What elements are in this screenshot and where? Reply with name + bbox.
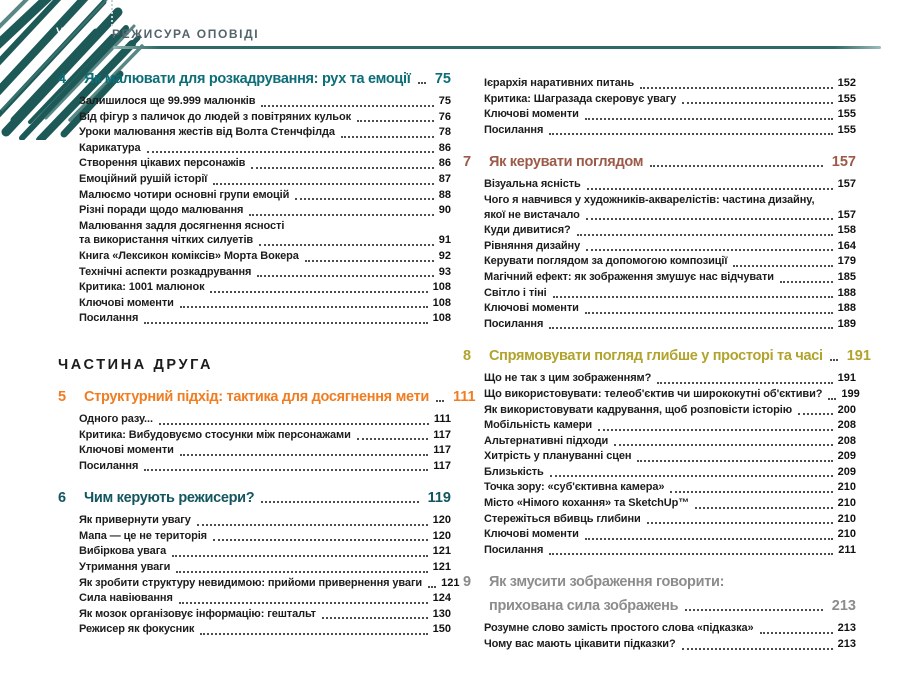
toc-leader-dots <box>180 454 428 456</box>
chapter-number: 7 <box>463 154 472 171</box>
toc-entry <box>79 428 451 444</box>
toc-entry-page: 91 <box>438 234 451 247</box>
toc-entry-label: Близькість <box>484 465 544 478</box>
chapter-title-row <box>58 388 476 406</box>
toc-entry-label: Малюємо чотири основні групи емоцій <box>79 188 290 201</box>
fold-mark-dots <box>111 0 113 26</box>
toc-entry-page: 210 <box>837 481 856 494</box>
toc-entry <box>484 371 856 387</box>
toc-entry-page: 164 <box>837 239 856 252</box>
chapter-page: 191 <box>846 348 871 365</box>
toc-entry-page: 117 <box>433 444 451 457</box>
toc-entry-label: Сила навіювання <box>79 592 173 605</box>
toc-leader-dots <box>180 306 428 308</box>
toc-entry <box>484 208 856 224</box>
toc-entry <box>484 317 856 333</box>
toc-entry-label: Уроки малювання жестів від Волта Стенчфілда <box>79 126 335 139</box>
toc-leader-dots <box>614 444 833 446</box>
toc-leader-dots <box>200 633 427 635</box>
toc-entry <box>79 576 460 592</box>
toc-leader-dots <box>147 151 434 153</box>
toc-leader-dots <box>261 105 433 107</box>
toc-entry-page: 108 <box>432 296 451 309</box>
chapter-page: 75 <box>434 71 451 87</box>
toc-leader-dots <box>598 429 833 431</box>
toc-leader-dots <box>172 555 427 557</box>
toc-entry-page: 92 <box>438 249 451 262</box>
chapter-leader-dots <box>685 609 823 611</box>
toc-leader-dots <box>179 602 428 604</box>
toc-entry-page: 210 <box>837 512 856 525</box>
chapter-title-row <box>489 597 856 615</box>
toc-column-right <box>463 76 871 653</box>
toc-leader-dots <box>144 322 427 324</box>
chapter-title-row <box>58 489 451 507</box>
toc-leader-dots <box>586 249 833 251</box>
toc-leader-dots <box>585 118 833 120</box>
toc-entry-label: Мобільність камери <box>484 419 593 432</box>
toc-entry <box>484 193 856 208</box>
toc-leader-dots <box>682 102 832 104</box>
toc-entry-page: 108 <box>432 281 451 294</box>
toc-entry-label: Що використовувати: телеоб'єктив чи ширококутні об'єктиви? <box>484 387 823 400</box>
toc-leader-dots <box>657 382 832 384</box>
toc-entry-list <box>79 412 451 474</box>
toc-entry-label: Хитрість у плануванні сцен <box>484 450 632 463</box>
toc-entry-page: 111 <box>433 412 451 425</box>
toc-entry-page: 86 <box>438 141 451 154</box>
toc-leader-dots <box>357 438 428 440</box>
toc-entry <box>79 188 451 204</box>
toc-entry-page: 188 <box>837 302 856 315</box>
chapter-title-row <box>463 153 856 171</box>
toc-leader-dots <box>587 188 833 190</box>
toc-entry-page: 108 <box>432 312 451 325</box>
toc-entry-label: Емоційний рушій історії <box>79 172 208 185</box>
chapter-block <box>463 153 856 332</box>
chapter-block <box>58 489 460 638</box>
toc-leader-dots <box>341 136 434 138</box>
toc-entry-label: Ієрархія наративних питань <box>484 77 634 89</box>
toc-leader-dots <box>647 522 833 524</box>
toc-entry-page: 124 <box>432 592 451 605</box>
toc-entry <box>79 591 451 607</box>
toc-entry-list <box>484 371 860 558</box>
toc-leader-dots <box>295 198 434 200</box>
toc-entry <box>79 459 451 475</box>
toc-entry-page: 93 <box>438 265 451 278</box>
toc-leader-dots <box>549 553 833 555</box>
part-heading: ЧАСТИНА ДРУГА <box>58 356 214 373</box>
toc-entry-label: Посилання <box>79 312 139 325</box>
toc-entry-label: Як використовувати кадрування, щоб розповісти історію <box>484 403 793 416</box>
toc-leader-dots <box>197 524 428 526</box>
toc-entry-label: Світло і тіні <box>484 286 547 299</box>
toc-entry <box>484 418 856 434</box>
toc-entry-page: 75 <box>438 95 451 107</box>
chapter-page: 213 <box>831 598 856 615</box>
chapter-leader-dots <box>436 400 444 402</box>
toc-entry <box>484 543 856 559</box>
toc-entry <box>484 512 856 528</box>
toc-entry-label: Розумне слово замість простого слова «підказка» <box>484 622 754 635</box>
toc-entry <box>484 403 856 419</box>
toc-entry <box>79 94 451 110</box>
toc-leader-dots <box>322 617 428 619</box>
toc-entry-label: Посилання <box>484 317 544 330</box>
toc-entry-label: Посилання <box>484 543 544 556</box>
toc-entry-page: 209 <box>837 465 856 478</box>
toc-entry <box>484 177 856 193</box>
toc-entry-page: 210 <box>837 528 856 541</box>
toc-entry-page: 213 <box>837 622 856 635</box>
toc-entry-label: Чому вас мають цікавити підказки? <box>484 638 676 651</box>
toc-entry <box>79 110 451 126</box>
toc-entry <box>484 434 856 450</box>
toc-entry <box>484 527 856 543</box>
toc-entry-label: Утримання уваги <box>79 561 171 574</box>
toc-leader-dots <box>550 475 833 477</box>
toc-entry-page: 152 <box>837 77 856 89</box>
chapter-title-row <box>463 347 871 365</box>
chapter-title: Як змусити зображення говорити: <box>489 574 725 591</box>
toc-entry-label: Критика: Шагразада скеровує увагу <box>484 92 677 105</box>
toc-leader-dots <box>213 539 428 541</box>
chapter-number: 8 <box>463 348 472 365</box>
toc-entry-list <box>484 621 856 652</box>
toc-leader-dots <box>586 218 833 220</box>
toc-entry-label: Ключові моменти <box>484 302 579 315</box>
toc-entry-label: Ключові моменти <box>79 296 174 309</box>
toc-entry-label: Мапа — це не територія <box>79 529 207 542</box>
toc-leader-dots <box>249 214 433 216</box>
toc-entry-list <box>484 177 856 332</box>
toc-entry-label: Куди дивитися? <box>484 224 571 237</box>
toc-entry-page: 78 <box>438 126 451 139</box>
toc-leader-dots <box>577 234 833 236</box>
toc-entry <box>79 296 451 312</box>
toc-leader-dots <box>780 281 833 283</box>
toc-entry <box>79 233 451 249</box>
toc-entry-label: Книга «Лексикон коміксів» Морта Вокера <box>79 249 299 262</box>
toc-leader-dots <box>251 167 433 169</box>
toc-entry <box>484 254 856 270</box>
toc-entry-page: 86 <box>438 157 451 170</box>
toc-entry-label: якої не вистачало <box>484 208 580 221</box>
toc-entry-page: 117 <box>433 459 451 472</box>
toc-entry-label: Як мозок організовує інформацію: гештальт <box>79 607 316 620</box>
toc-leader-dots <box>585 538 833 540</box>
toc-entry-label: Керувати поглядом за допомогою композиції <box>484 255 728 268</box>
toc-entry-list <box>484 76 856 138</box>
page-number: VI <box>56 26 69 38</box>
toc-entry-list <box>79 513 460 638</box>
toc-entry-page: 208 <box>837 434 856 447</box>
toc-entry <box>79 125 451 141</box>
toc-leader-dots <box>670 491 832 493</box>
toc-entry-page: 155 <box>837 108 856 121</box>
chapter-title-row <box>463 573 856 591</box>
toc-entry-label: Від фігур з паличок до людей з повітряних кульок <box>79 110 351 123</box>
toc-entry <box>484 270 856 286</box>
toc-entry <box>79 203 451 219</box>
toc-entry-label: Критика: Вибудовуємо стосунки між персонажами <box>79 428 351 441</box>
toc-entry-page: 158 <box>837 224 856 237</box>
toc-entry-page: 150 <box>432 623 451 636</box>
toc-entry-list <box>79 94 451 327</box>
toc-entry-page: 88 <box>438 188 451 201</box>
toc-leader-dots <box>637 460 832 462</box>
toc-entry-label: Як зробити структуру невидимою: прийоми привернення уваги <box>79 576 423 589</box>
toc-entry <box>79 529 451 545</box>
chapter-title-line2: прихована сила зображень <box>489 598 679 615</box>
toc-entry-label: Магічний ефект: як зображення змушує нас відчувати <box>484 270 774 283</box>
chapter-number: 9 <box>463 574 472 591</box>
toc-entry-label: Технічні аспекти розкадрування <box>79 265 252 278</box>
toc-entry <box>484 92 856 108</box>
toc-entry-label: Як привернути увагу <box>79 514 191 527</box>
toc-entry-page: 155 <box>837 92 856 105</box>
toc-column-left <box>58 70 476 638</box>
toc-entry-page: 209 <box>837 450 856 463</box>
toc-entry-page: 208 <box>837 419 856 432</box>
toc-entry-page: 120 <box>432 529 451 542</box>
toc-entry-label: Посилання <box>79 459 139 472</box>
toc-leader-dots <box>176 571 427 573</box>
toc-leader-dots <box>733 265 832 267</box>
chapter-block <box>463 347 871 558</box>
toc-entry-label: Чого я навчився у художників-акварелістів: частина дизайну, <box>484 193 815 206</box>
toc-entry <box>79 265 451 281</box>
toc-entry <box>79 172 451 188</box>
toc-entry-page: 185 <box>837 270 856 283</box>
toc-entry-page: 87 <box>438 172 451 185</box>
toc-entry <box>79 607 451 623</box>
toc-entry-page: 157 <box>837 178 856 191</box>
toc-leader-dots <box>305 260 434 262</box>
toc-leader-dots <box>695 507 833 509</box>
toc-entry <box>484 387 860 403</box>
header-rule <box>113 46 881 49</box>
toc-entry <box>79 249 451 265</box>
toc-entry <box>484 107 856 123</box>
toc-entry <box>79 219 451 234</box>
toc-leader-dots <box>798 413 833 415</box>
toc-entry <box>484 496 856 512</box>
toc-entry-page: 130 <box>432 607 451 620</box>
toc-entry <box>484 239 856 255</box>
toc-entry-page: 90 <box>438 204 451 217</box>
chapter-block <box>463 573 856 652</box>
toc-entry <box>79 412 451 428</box>
toc-entry <box>484 449 856 465</box>
chapter-title-row <box>58 70 451 88</box>
chapter-number: 6 <box>58 490 67 507</box>
toc-leader-dots <box>159 423 429 425</box>
toc-entry-label: Одного разу... <box>79 412 153 425</box>
toc-leader-dots <box>553 296 833 298</box>
toc-entry <box>484 480 856 496</box>
chapter-leader-dots <box>261 501 418 503</box>
toc-leader-dots <box>257 275 433 277</box>
toc-entry-page: 121 <box>432 545 451 558</box>
toc-entry-label: Посилання <box>484 123 544 136</box>
toc-entry-page: 199 <box>841 387 860 400</box>
chapter-number: 4 <box>58 71 67 87</box>
toc-entry-page: 179 <box>837 255 856 268</box>
toc-entry <box>484 223 856 239</box>
toc-entry <box>79 560 451 576</box>
toc-entry-page: 189 <box>837 317 856 330</box>
toc-entry-page: 191 <box>837 372 856 385</box>
toc-entry-label: Місто «Німого кохання» та SketchUp™ <box>484 497 690 510</box>
toc-entry <box>79 544 451 560</box>
toc-entry <box>484 123 856 139</box>
toc-leader-dots <box>828 398 836 400</box>
toc-entry-label: Ключові моменти <box>79 444 174 457</box>
toc-entry-page: 157 <box>837 208 856 221</box>
toc-entry <box>484 76 856 92</box>
toc-entry-page: 120 <box>432 514 451 527</box>
toc-entry-label: Режисер як фокусник <box>79 623 195 636</box>
toc-entry <box>79 156 451 172</box>
chapter-title: Як малювати для розкадрування: рух та емоції <box>84 71 411 87</box>
chapter-leader-dots <box>418 82 426 84</box>
toc-entry <box>79 622 451 638</box>
chapter-page: 111 <box>452 388 476 405</box>
chapter-title: Структурний підхід: тактика для досягнення мети <box>84 388 429 405</box>
toc-entry-label: Ключові моменти <box>484 108 579 121</box>
toc-entry <box>484 637 856 653</box>
toc-leader-dots <box>428 586 436 588</box>
toc-entry-label: Рівняння дизайну <box>484 239 581 252</box>
chapter-title: Спрямовувати погляд глибше у просторі та часі <box>489 348 823 365</box>
toc-entry-label: Що не так з цим зображенням? <box>484 372 652 385</box>
toc-entry <box>79 141 451 157</box>
toc-entry-label: Різні поради щодо малювання <box>79 204 244 217</box>
toc-entry-label: Альтернативні підходи <box>484 434 609 447</box>
toc-leader-dots <box>585 312 833 314</box>
toc-entry-label: Створення цікавих персонажів <box>79 157 246 170</box>
toc-leader-dots <box>213 183 433 185</box>
chapter-block <box>58 388 476 474</box>
chapter-title: Як керувати поглядом <box>489 154 644 171</box>
toc-entry-label: Візуальна ясність <box>484 178 581 191</box>
toc-entry-label: Вибіркова увага <box>79 545 167 558</box>
toc-entry-label: та використання чітких силуетів <box>79 234 254 247</box>
chapter-leader-dots <box>650 165 823 167</box>
toc-entry-page: 121 <box>441 576 460 589</box>
toc-leader-dots <box>682 648 833 650</box>
chapter-title: Чим керують режисери? <box>84 490 255 507</box>
toc-entry <box>79 443 451 459</box>
toc-leader-dots <box>549 327 832 329</box>
toc-entry-label: Малювання задля досягнення ясності <box>79 219 285 232</box>
toc-entry-page: 213 <box>837 638 856 651</box>
chapter-number: 5 <box>58 388 67 405</box>
toc-entry-page: 117 <box>433 428 451 441</box>
toc-entry-label: Залишилося ще 99.999 малюнків <box>79 95 256 107</box>
toc-leader-dots <box>210 291 427 293</box>
toc-leader-dots <box>549 133 832 135</box>
chapter-page: 157 <box>831 154 856 171</box>
toc-entry-label: Ключові моменти <box>484 528 579 541</box>
toc-entry <box>79 280 451 296</box>
chapter-page: 119 <box>427 490 451 507</box>
toc-leader-dots <box>259 244 434 246</box>
toc-leader-dots <box>640 87 833 89</box>
toc-entry-page: 211 <box>838 543 856 556</box>
toc-leader-dots <box>144 469 428 471</box>
toc-entry <box>484 301 856 317</box>
toc-entry-label: Стережіться вбивць глибини <box>484 512 641 525</box>
toc-entry-page: 155 <box>837 123 856 136</box>
toc-leader-dots <box>760 632 833 634</box>
chapter-block <box>58 70 451 327</box>
toc-leader-dots <box>357 120 434 122</box>
running-header-title: РЕЖИСУРА ОПОВІДІ <box>112 27 260 41</box>
toc-entry-page: 76 <box>438 110 451 123</box>
toc-entry-label: Карикатура <box>79 141 141 154</box>
toc-entry-page: 200 <box>837 403 856 416</box>
chapter-leader-dots <box>830 359 838 361</box>
toc-entry <box>79 513 451 529</box>
toc-entry-page: 210 <box>837 497 856 510</box>
toc-entry-page: 188 <box>837 286 856 299</box>
toc-entry-page: 121 <box>432 561 451 574</box>
toc-entry-label: Критика: 1001 малюнок <box>79 281 205 294</box>
toc-entry <box>484 621 856 637</box>
toc-entry-label: Точка зору: «суб'єктивна камера» <box>484 481 665 494</box>
toc-entry <box>79 311 451 327</box>
toc-entry <box>484 286 856 302</box>
toc-entry <box>484 465 856 481</box>
